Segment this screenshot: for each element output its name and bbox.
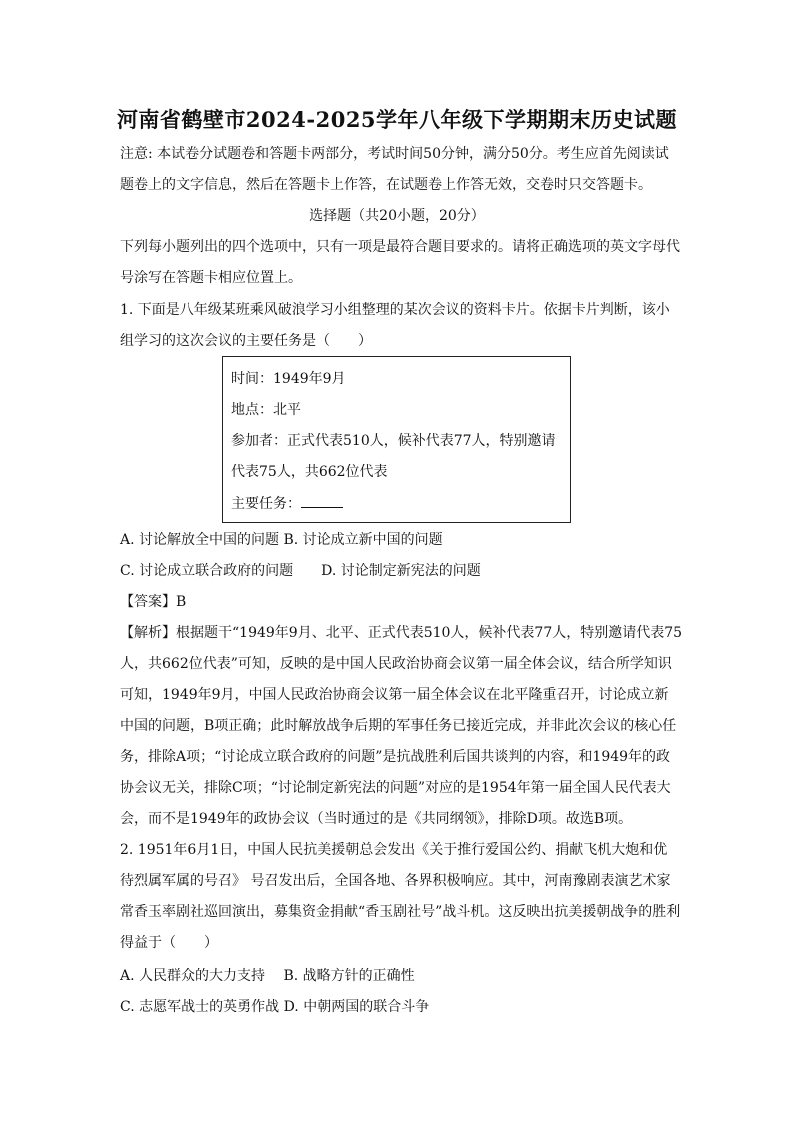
q2-options-line-2: C. 志愿军战士的英勇作战 D. 中朝两国的联合斗争 (120, 999, 430, 1015)
q2-options-line-1: A. 人民群众的大力支持 B. 战略方针的正确性 (120, 968, 415, 984)
q2-stem-line-3: 常香玉率剧社巡回演出，募集资金捐献“香玉剧社号”战斗机。这反映出抗美援朝战争的胜利 (120, 904, 681, 920)
section-heading: 选择题（共20小题，20分） (309, 208, 485, 224)
q2-stem-line-4: 得益于（ ） (120, 935, 218, 951)
notice-line-2: 题卷上的文字信息，然后在答题卡上作答，在试题卷上作答无效，交卷时只交答题卡。 (120, 177, 652, 193)
q1-analysis-line-4: 中国的问题，B项正确；此时解放战争后期的军事任务已接近完成，并非此次会议的核心任 (120, 718, 677, 734)
q1-info-card (222, 356, 571, 523)
card-participants: 参加者：正式代表510人，候补代表77人，特别邀请 (231, 433, 556, 449)
page-title: 河南省鹤壁市2024-2025学年八年级下学期期末历史试题 (116, 107, 678, 132)
q1-options-line-2: C. 讨论成立联合政府的问题 D. 讨论制定新宪法的问题 (120, 563, 481, 579)
notice-line-1: 注意: 本试卷分试题卷和答题卡两部分，考试时间50分钟，满分50分。考生应首先阅读试 (120, 146, 669, 162)
q2-stem-line-1: 2. 1951年6月1日，中国人民抗美援朝总会发出《关于推行爱国公约、捐献飞机大炮和优 (120, 842, 668, 858)
q1-analysis-line-1: 【解析】根据题干“1949年9月、北平、正式代表510人，候补代表77人，特别邀请代表75 (120, 625, 683, 641)
q1-answer: 【答案】B (120, 594, 187, 610)
q2-stem-line-2: 待烈属军属的号召》 号召发出后，全国各地、各界积极响应。其中，河南豫剧表演艺术家 (120, 873, 671, 889)
q1-stem-line-2: 组学习的这次会议的主要任务是（ ） (120, 333, 372, 349)
q1-analysis-line-6: 协会议无关，排除C项；“讨论制定新宪法的问题”对应的是1954年第一届全国人民代表大 (120, 780, 671, 796)
q1-options-line-1: A. 讨论解放全中国的问题 B. 讨论成立新中国的问题 (120, 532, 443, 548)
q1-analysis-line-7: 会，而不是1949年的政协会议（当时通过的是《共同纲领》，排除D项。故选B项。 (120, 811, 633, 827)
q1-analysis-line-3: 可知，1949年9月，中国人民政治协商会议第一届全体会议在北平隆重召开，讨论成立新 (120, 687, 669, 703)
instructions-line-1: 下列每小题列出的四个选项中，只有一项是最符合题目要求的。请将正确选项的英文字母代 (120, 239, 680, 255)
q1-analysis-line-5: 务，排除A项；“讨论成立联合政府的问题”是抗战胜利后国共谈判的内容，和1949年的政 (120, 749, 671, 765)
instructions-line-2: 号涂写在答题卡相应位置上。 (120, 270, 302, 286)
card-participants-cont: 代表75人，共662位代表 (231, 464, 388, 480)
q1-stem-line-1: 1. 下面是八年级某班乘风破浪学习小组整理的某次会议的资料卡片。依据卡片判断，该小 (120, 302, 670, 318)
card-task (231, 493, 343, 514)
card-task-label: 主要任务： (231, 496, 301, 512)
q1-analysis-line-2: 人，共662位代表”可知，反映的是中国人民政治协商会议第一届全体会议，结合所学知识 (120, 656, 672, 672)
card-time: 时间：1949年9月 (231, 371, 346, 387)
card-place: 地点：北平 (231, 402, 301, 418)
card-task-blank (301, 493, 343, 508)
